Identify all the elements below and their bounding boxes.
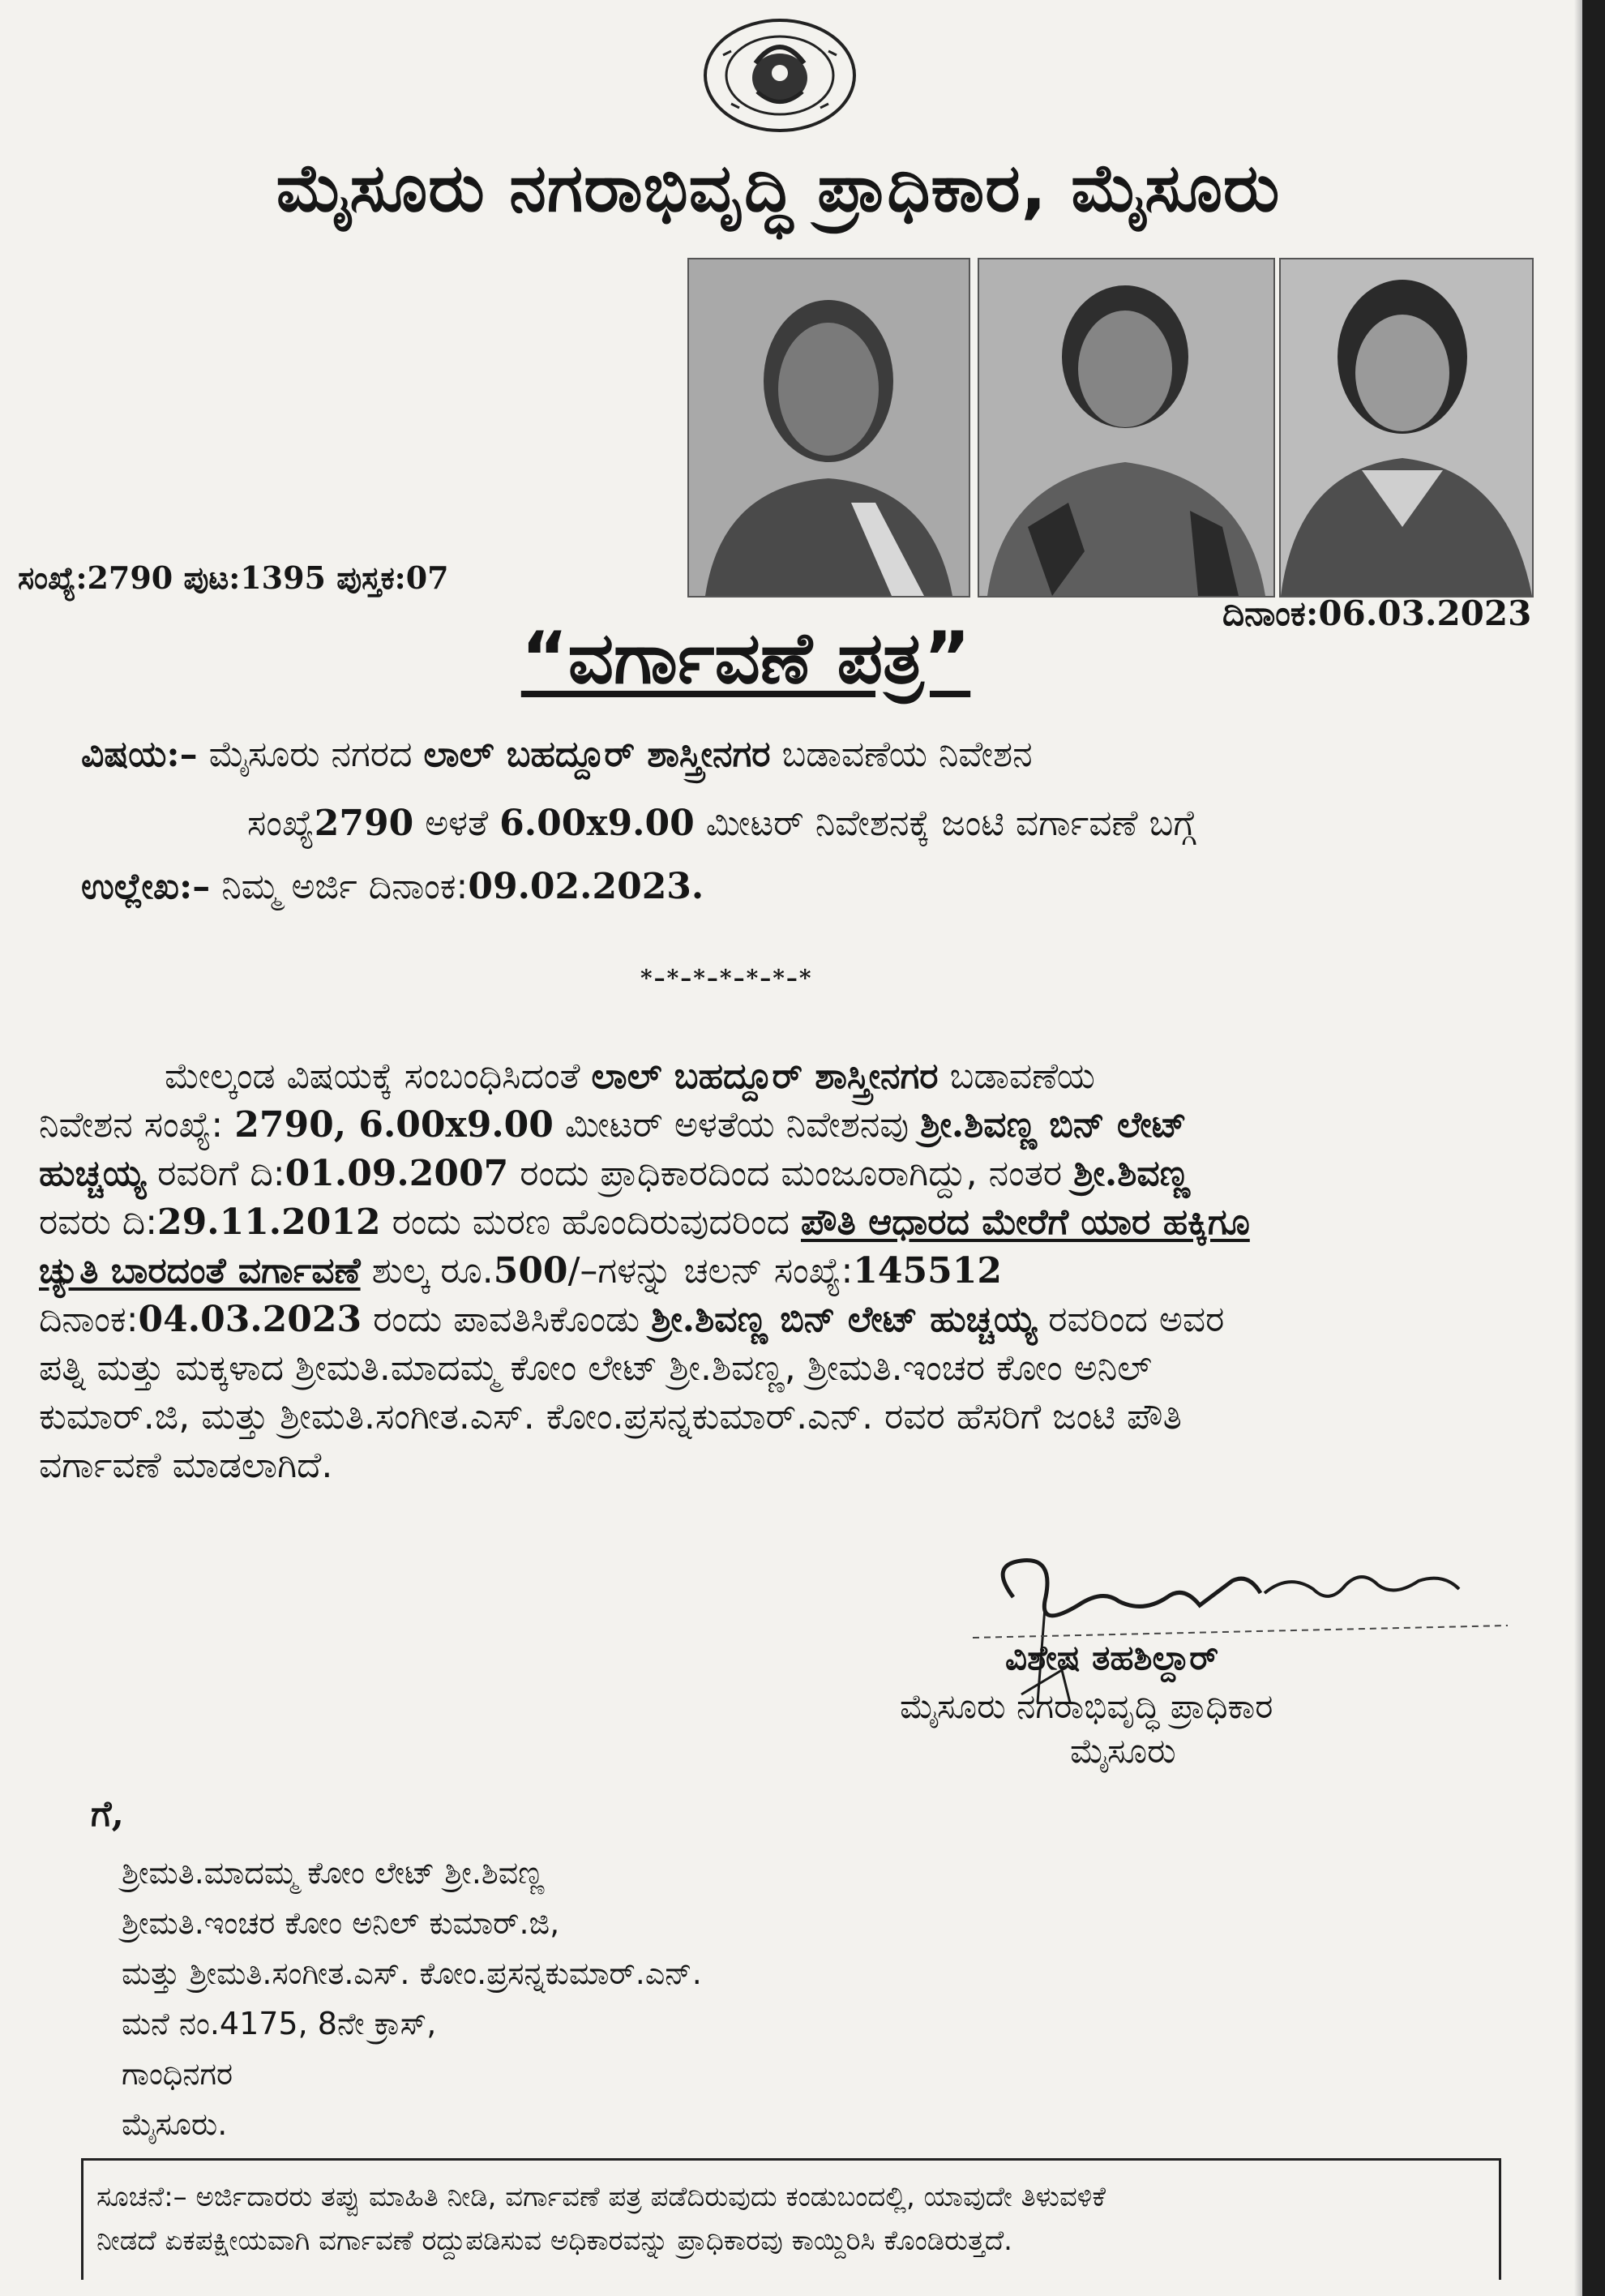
signatory-city: ಮೈಸೂರು <box>1070 1731 1176 1771</box>
subject-line-1: ವಿಷಯ:– ಮೈಸೂರು ನಗರದ ಲಾಲ್ ಬಹದ್ದೂರ್ ಶಾಸ್ತ್ರೀನಗರ ಬಡಾವಣೆಯ ನಿವೇಶನ <box>81 734 1033 775</box>
notice-line-2: ನೀಡದೆ ಏಕಪಕ್ಷೀಯವಾಗಿ ವರ್ಗಾವಣೆ ರದ್ದುಪಡಿಸುವ ಅಧಿಕಾರವನ್ನು ಪ್ರಾಧಿಕಾರವು ಕಾಯ್ದಿರಿಸಿ ಕೊಂಡಿರುತ್ತದೆ. <box>96 2225 1012 2257</box>
authority-seal-icon <box>699 15 861 136</box>
applicant-photo-2 <box>978 258 1275 598</box>
authority-title: ಮೈಸೂರು ನಗರಾಭಿವೃದ್ಧಿ ಪ್ರಾಧಿಕಾರ, ಮೈಸೂರು <box>276 150 1281 227</box>
recipient-line: ಶ್ರೀಮತಿ.ಇಂಚರ ಕೋಂ ಅನಿಲ್ ಕುಮಾರ್.ಜಿ, <box>122 1905 560 1941</box>
body-line-8: ಕುಮಾರ್.ಜಿ, ಮತ್ತು ಶ್ರೀಮತಿ.ಸಂಗೀತ.ಎಸ್. ಕೋಂ.ಪ್ರಸನ್ನಕುಮಾರ್.ಎನ್. ರವರ ಹೆಸರಿಗೆ ಜಂಟಿ ಪೌತಿ <box>39 1396 1182 1437</box>
signatory-office: ಮೈಸೂರು ನಗರಾಭಿವೃದ್ಧಿ ಪ್ರಾಧಿಕಾರ <box>900 1686 1273 1726</box>
recipient-line: ಶ್ರೀಮತಿ.ಮಾದಮ್ಮ ಕೋಂ ಲೇಟ್ ಶ್ರೀ.ಶಿವಣ್ಣ <box>122 1855 545 1891</box>
to-label: ಗೆ, <box>91 1793 124 1835</box>
body-line-4: ರವರು ದಿ:29.11.2012 ರಂದು ಮರಣ ಹೊಂದಿರುವುದರಿಂದ ಪೌತಿ ಆಧಾರದ ಮೇರೆಗೆ ಯಾರ ಹಕ್ಕಿಗೂ <box>39 1202 1250 1243</box>
body-line-3: ಹುಚ್ಚಯ್ಯ ರವರಿಗೆ ದಿ:01.09.2007 ರಂದು ಪ್ರಾಧಿಕಾರದಿಂದ ಮಂಜೂರಾಗಿದ್ದು, ನಂತರ ಶ್ರೀ.ಶಿವಣ್ಣ <box>39 1153 1190 1194</box>
recipient-line: ಮನೆ ನಂ.4175, 8ನೇ ಕ್ರಾಸ್, <box>122 2006 437 2041</box>
body-line-2: ನಿವೇಶನ ಸಂಖ್ಯೆ: 2790, 6.00x9.00 ಮೀಟರ್ ಅಳತೆಯ ನಿವೇಶನವು ಶ್ರೀ.ಶಿವಣ್ಣ ಬಿನ್ ಲೇಟ್ <box>39 1104 1187 1146</box>
subject-label: ವಿಷಯ:– <box>81 734 198 775</box>
issue-date: ದಿನಾಂಕ:06.03.2023 <box>1222 593 1532 633</box>
body-paragraph <box>39 1052 1494 1490</box>
document-heading: “ವರ್ಗಾವಣೆ ಪತ್ರ” <box>520 616 971 700</box>
recipient-line: ಮತ್ತು ಶ್ರೀಮತಿ.ಸಂಗೀತ.ಎಸ್. ಕೋಂ.ಪ್ರಸನ್ನಕುಮಾರ್.ಎನ್. <box>122 1955 702 1991</box>
recipient-line: ಗಾಂಧಿನಗರ <box>122 2056 233 2092</box>
recipient-line: ಮೈಸೂರು. <box>122 2106 228 2142</box>
separator: *–*–*–*–*–*–* <box>640 965 813 992</box>
subject-line-2: ಸಂಖ್ಯೆ2790 ಅಳತೆ 6.00x9.00 ಮೀಟರ್ ನಿವೇಶನಕ್ಕೆ ಜಂಟಿ ವರ್ಗಾವಣೆ ಬಗ್ಗೆ <box>247 803 1196 844</box>
body-line-9: ವರ್ಗಾವಣೆ ಮಾಡಲಾಗಿದೆ. <box>39 1445 333 1486</box>
applicant-photo-3 <box>1279 258 1534 598</box>
body-line-7: ಪತ್ನಿ ಮತ್ತು ಮಕ್ಕಳಾದ ಶ್ರೀಮತಿ.ಮಾದಮ್ಮ ಕೋಂ ಲೇಟ್ ಶ್ರೀ.ಶಿವಣ್ಣ, ಶ್ರೀಮತಿ.ಇಂಚರ ಕೋಂ ಅನಿಲ್ <box>39 1347 1152 1389</box>
notice-box <box>81 2158 1501 2280</box>
applicant-photo-1 <box>687 258 970 598</box>
body-line-5: ಚ್ಯುತಿ ಬಾರದಂತೆ ವರ್ಗಾವಣೆ ಶುಲ್ಕ ರೂ.500/–ಗಳನ್ನು ಚಲನ್ ಸಂಖ್ಯೆ:145512 <box>39 1250 1002 1292</box>
body-line-1: ಮೇಲ್ಕಂಡ ವಿಷಯಕ್ಕೆ ಸಂಬಂಧಿಸಿದಂತೆ ಲಾಲ್ ಬಹದ್ದೂರ್ ಶಾಸ್ತ್ರೀನಗರ ಬಡಾವಣೆಯ <box>165 1056 1095 1097</box>
body-line-6: ದಿನಾಂಕ:04.03.2023 ರಂದು ಪಾವತಿಸಿಕೊಂಡು ಶ್ರೀ.ಶಿವಣ್ಣ ಬಿನ್ ಲೇಟ್ ಹುಚ್ಚಯ್ಯ ರವರಿಂದ ಅವರ <box>39 1299 1225 1340</box>
reference-label: ಉಲ್ಲೇಖ:– <box>81 866 211 907</box>
signatory-title: ವಿಶೇಷ ತಹಶಿಲ್ದಾರ್ <box>1005 1638 1219 1677</box>
notice-line-1: ಸೂಚನೆ:– ಅರ್ಜಿದಾರರು ತಪ್ಪು ಮಾಹಿತಿ ನೀಡಿ, ವರ್ಗಾವಣೆ ಪತ್ರ ಪಡೆದಿರುವುದು ಕಂಡುಬಂದಲ್ಲಿ, ಯಾವುದೇ ತಿಳುವಳಿಕೆ <box>96 2181 1106 2213</box>
page-edge <box>1582 0 1605 2296</box>
reference-number: ಸಂಖ್ಯೆ:2790 ಪುಟ:1395 ಪುಸ್ತಕ:07 <box>18 559 449 596</box>
reference-line: ಉಲ್ಲೇಖ:– ನಿಮ್ಮ ಅರ್ಜಿ ದಿನಾಂಕ:09.02.2023. <box>81 866 704 907</box>
